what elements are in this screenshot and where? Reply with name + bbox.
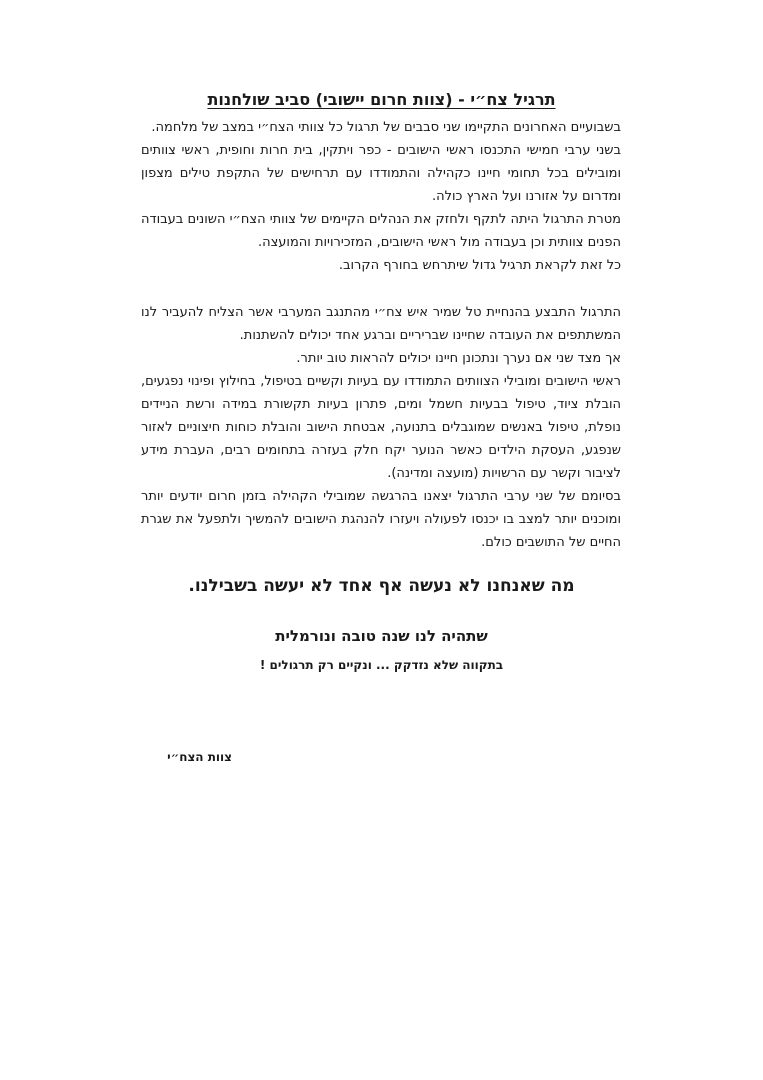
hope-line: בתקווה שלא נזדקק ... ונקיים רק תרגולים ! [259,658,504,672]
slogan: מה שאנחנו לא נעשה אף אחד לא יעשה בשבילנו. [188,576,575,596]
paragraph-scenarios: ראשי הישובים ומובילי הצוותים התמודדו עם בעיות וקשיים בטיפול, בחילוץ ופינוי נפגעים, הובלת ציוד, טיפול בבעיות חשמל ומים, פתרון בעיות תקשורת במידה ורשת הניידים נופלת, טיפול באנשים שמוגבלים בתנועה, אבטחת הישוב והובלת כוחות חיצוניים לאזור שנפגע, העסקת הילדים כאשר הנוער יקח חלק בעזרה בתחומים רבים, העברת מידע לציבור וקשר עם הרשויות (מועצה ומדינה). [141,374,621,481]
paragraph-preparedness: אך מצד שני אם נערך ונתכונן חיינו יכולים להראות טוב יותר. [296,351,621,366]
document-body [141,116,621,554]
paragraph-gap [141,277,621,301]
paragraph-goal: מטרת התרגול היתה לתקף ולחזק את הנהלים הקיימים של צוותי הצח״י השונים בעבודה הפנים צוותית וכן בעבודה מול ראשי הישובים, המזכירויות והמועצה. [141,212,621,250]
paragraph-conclusion: בסיומם של שני ערבי התרגול יצאנו בהרגשה שמובילי הקהילה בזמן חרום יודעים יותר ומוכנים יותר למצב בו יכנסו לפעולה ויעזרו להנהגת הישובים להמשיך ולתפעל את שגרת החיים של התושבים כולם. [141,489,621,550]
document-title: תרגיל צח״י - (צוות חרום יישובי) סביב שולחנות [207,90,556,109]
paragraph-upcoming-exercise: כל זאת לקראת תרגיל גדול שיתרחש בחורף הקרוב. [338,258,621,273]
paragraph-intro: בשבועיים האחרונים התקיימו שני סבבים של תרגול כל צוותי הצח״י במצב של מלחמה. [151,120,621,135]
paragraph-instructor: התרגול התבצע בהנחיית טל שמיר איש צח״י מהתנגב המערבי אשר הצליח להעביר לנו המשתתפים את העובדה שחיינו שבריריים וברגע אחד יכולים להשתנות. [141,305,621,343]
paragraph-participants: בשני ערבי חמישי התכנסו ראשי הישובים - כפר ויתקין, בית חרות וחופית, ראשי צוותים ומובילים בכל תחומי חיינו כקהילה והתמודדו עם תרחישים של התקפת טילים מצפון ומדרום על אזורנו ועל הארץ כולה. [141,143,621,204]
signature: צוות הצח״י [167,750,232,764]
new-year-wish: שתהיה לנו שנה טובה ונורמלית [275,627,488,645]
